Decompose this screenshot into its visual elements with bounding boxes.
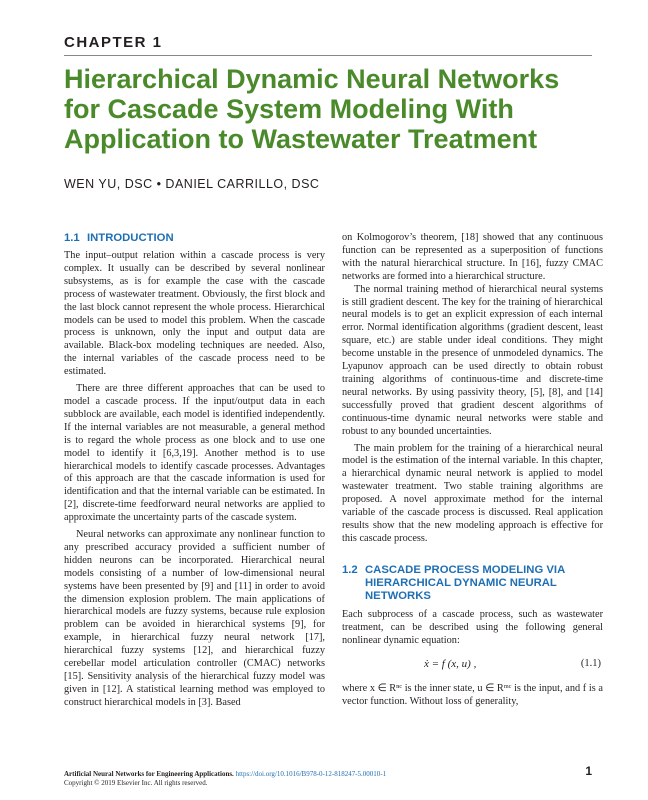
authors: WEN YU, DSC • DANIEL CARRILLO, DSC bbox=[64, 177, 320, 191]
equation-number: (1.1) bbox=[580, 658, 601, 670]
footer-doi-link[interactable]: https://doi.org/10.1016/B978-0-12-818247-5.00010-1 bbox=[235, 770, 387, 778]
section-title: INTRODUCTION bbox=[87, 232, 174, 244]
left-column bbox=[64, 232, 325, 710]
title-line-2: for Cascade System Modeling With bbox=[64, 94, 514, 124]
title-line-1: Hierarchical Dynamic Neural Networks bbox=[64, 64, 560, 94]
section-number: 1.1 bbox=[64, 232, 80, 244]
footer-copyright: Copyright © 2019 Elsevier Inc. All rights reserved. bbox=[64, 779, 208, 787]
equation-1-1 bbox=[342, 655, 603, 677]
paragraph: The input–output relation within a cascade process is very complex. It usually can be described by several nonlinear subsystems, as is for example the case with the cascade process of wastewater treatment. Obviously, the first block and the last block cannot represent the whole process. Hierarchical models can be used to model this problem. When the cascade process is unknown, only the input and output data are available. Black-box modeling techniques are needed. Also, the internal variables of the cascade process need to be estimated. bbox=[64, 250, 325, 378]
chapter-rule bbox=[64, 55, 592, 56]
chapter-label: CHAPTER 1 bbox=[64, 34, 163, 51]
paragraph: The normal training method of hierarchical neural systems is still gradient descent. The key for the training of hierarchical neural models is to get an explicit expression of each internal error. Normal identification algorithms (gradient descent, least square, etc.) are stable under ideal conditions. They might become unstable in the presence of unmodeled dynamics. The Lyapunov approach can be used directly to obtain robust training algorithms of continuous-time and discrete-time neural networks. By using passivity theory, [5], [8], and [14] successfully proved that gradient descent algorithms of continuous-time dynamic neural networks were stable and robust to any bounded uncertainties. bbox=[342, 283, 603, 437]
section-title: CASCADE PROCESS MODELING VIA HIERARCHICAL DYNAMIC NEURAL NETWORKS bbox=[365, 563, 565, 602]
paragraph: where x ∈ Rⁿᶜ is the inner state, u ∈ Rᵐᶜ is the input, and f is a vector function. Without loss of generality, bbox=[342, 683, 603, 708]
title-line-3: Application to Wastewater Treatment bbox=[64, 124, 538, 154]
section-number: 1.2 bbox=[342, 563, 358, 576]
page-footer bbox=[64, 770, 386, 788]
paragraph: There are three different approaches that can be used to model a cascade process. If the input/output data in each subblock are available, each model is identified independently. If the internal variables are not measurable, a general method is to regard the whole process as one block and to use one model to identify it [6,3,19]. Another method is to use hierarchical models to identify cascade processes. Advantages of this approach are that the cascade information is used for identification and that the internal variable can be estimated. In [2], discrete-time feedforward neural networks are applied to approximate the uncertainty parts of the cascade system. bbox=[64, 383, 325, 524]
paragraph: on Kolmogorov’s theorem, [18] showed that any continuous function can be represented as a superposition of functions with the natural hierarchical structure. In [16], fuzzy CMAC networks are formed into a hierarchical structure. bbox=[342, 232, 603, 282]
right-column bbox=[342, 232, 603, 709]
paragraph: Neural networks can approximate any nonlinear function to any prescribed accuracy provided a sufficient number of hidden neurons can be incorporated. Hierarchical neural models consisting of a number of low-dimensional neural systems have been presented by [9] and [11] in order to avoid the dimension explosion problem. The main applications of hierarchical models are fuzzy systems, because rule explosion problem can be avoided in hierarchical systems [9], for example, in hierarchical fuzzy neural network [17], hierarchical fuzzy systems [12], and hierarchical fuzzy cerebellar model articulation controller (CMAC) networks [15]. Sensitivity analysis of the hierarchical fuzzy model was given in [12]. A statistical learning method was employed to construct hierarchical models in [3]. Based bbox=[64, 529, 325, 708]
paragraph: The main problem for the training of a hierarchical neural model is the estimation of the internal variable. In this chapter, a hierarchical dynamic neural network is applied to model wastewater treatment. Two stable training algorithms are proposed. A novel approximate method for the internal variable of the cascade process is discussed. Real application results show that the new modeling approach is effective for this cascade process. bbox=[342, 442, 603, 544]
footer-journal: Artificial Neural Networks for Engineering Applications. bbox=[64, 770, 234, 778]
page-number: 1 bbox=[585, 764, 592, 778]
paragraph: Each subprocess of a cascade process, such as wastewater treatment, can be described using the following general nonlinear dynamic equation: bbox=[342, 608, 603, 646]
chapter-title bbox=[64, 64, 624, 154]
equation-expression: ẋ = f (x, u) , bbox=[424, 658, 477, 671]
section-heading-introduction bbox=[64, 232, 325, 245]
section-heading-cascade-modeling bbox=[342, 564, 603, 603]
